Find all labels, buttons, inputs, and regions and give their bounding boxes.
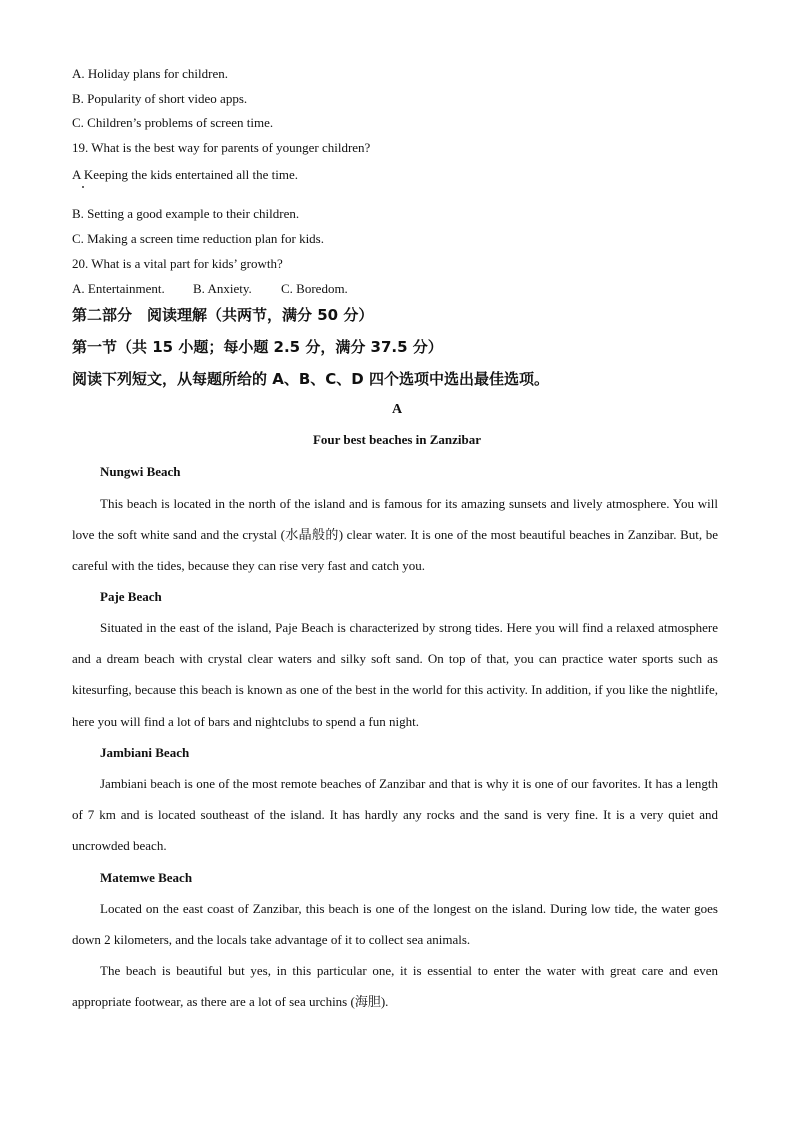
q19-option-c: C. Making a screen time reduction plan for kids.	[72, 231, 324, 246]
beach-paragraph: Located on the east coast of Zanzibar, this beach is one of the longest on the island. During low tide, the water goes down 2 kilometers, and the locals take advantage of it to collect sea animals.	[72, 901, 718, 948]
instruction: 阅读下列短文，从每题所给的 A、B、C、D 四个选项中选出最佳选项。	[72, 370, 549, 388]
beach-paragraph: The beach is beautiful but yes, in this particular one, it is essential to enter the water with great care and even appropriate footwear, as there are a lot of sea urchins (海胆).	[72, 963, 718, 1010]
q20-options	[72, 281, 348, 297]
beach-heading: Matemwe Beach	[100, 870, 193, 885]
q18-option-c: C. Children’s problems of screen time.	[72, 115, 274, 130]
q19-option-a: A Keeping the kids entertained all the time.	[72, 167, 298, 182]
q20-question: 20. What is a vital part for kids’ growth?	[72, 256, 283, 271]
beach-paragraph: Situated in the east of the island, Paje Beach is characterized by strong tides. Here you will find a relaxed atmosphere and a dream beach with crystal clear waters and silky soft sand. On top of that, you can practice water sports such as kitesurfing, because this beach is known as one of the best in the world for this activity. In addition, if you like the nightlife, here you will find a lot of bars and nightclubs to spend a fun night.	[72, 620, 718, 729]
beach-paragraph: This beach is located in the north of the island and is famous for its amazing sunsets and lively atmosphere. You will love the soft white sand and the crystal (水晶般的) clear water. It is one of the most beautiful beaches in Zanzibar. But, be careful with the tides, because they can rise very fast and catch you.	[72, 496, 718, 574]
section-heading: 第二部分 阅读理解（共两节，满分 50 分）	[72, 306, 374, 324]
beach-heading: Paje Beach	[100, 589, 162, 604]
stray-dot	[82, 186, 84, 188]
passage-title: Four best beaches in Zanzibar	[312, 432, 482, 447]
subsection-heading: 第一节（共 15 小题；每小题 2.5 分，满分 37.5 分）	[72, 338, 443, 356]
passage-letter: A	[391, 402, 403, 417]
q19-question: 19. What is the best way for parents of younger children?	[72, 140, 371, 155]
q20-option-c: C. Boredom.	[281, 281, 348, 296]
q19-option-b: B. Setting a good example to their children.	[72, 206, 300, 221]
beach-heading: Nungwi Beach	[100, 464, 181, 479]
q20-option-a: A. Entertainment.	[72, 281, 165, 296]
q20-option-b: B. Anxiety.	[193, 281, 252, 296]
beach-paragraph: Jambiani beach is one of the most remote beaches of Zanzibar and that is why it is one of our favorites. It has a length of 7 km and is located southeast of the island. It has hardly any rocks and the sand is very fine. It is a very quiet and uncrowded beach.	[72, 776, 718, 854]
q18-option-b: B. Popularity of short video apps.	[72, 91, 248, 106]
beach-heading: Jambiani Beach	[100, 745, 190, 760]
q18-option-a: A. Holiday plans for children.	[72, 66, 228, 81]
